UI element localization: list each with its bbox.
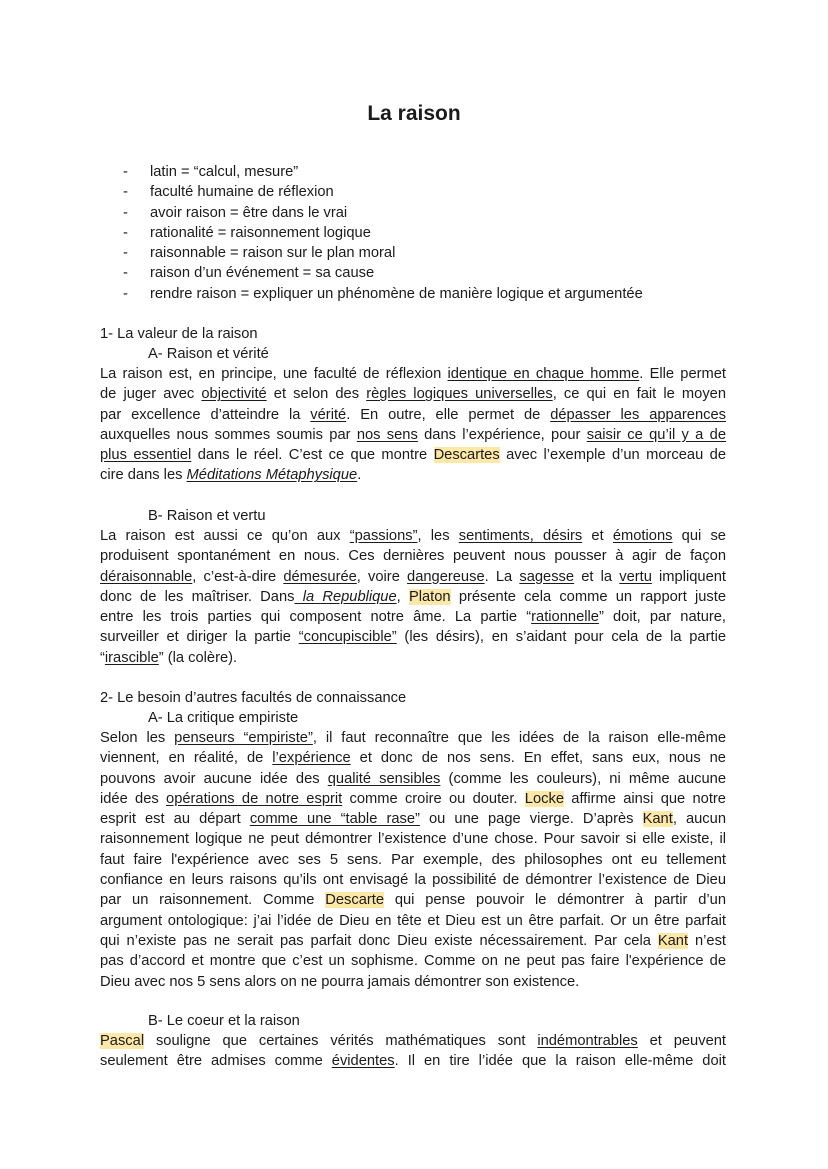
paragraph-raison-vertu [100, 526, 726, 668]
subsection-heading-1a: A- Raison et vérité [148, 346, 269, 362]
subsection-heading-2b: B- Le coeur et la raison [148, 1013, 300, 1029]
section-heading-2: 2- Le besoin d’autres facultés de connaissance [100, 690, 407, 706]
paragraph-critique-empiriste [100, 728, 726, 992]
list-item: - rationalité = raisonnement logique [123, 223, 643, 243]
text-line: esprit est au départ comme une “table rase” ou une page vierge. D’après Kant, aucun [100, 811, 726, 828]
paragraph-raison-verite [100, 364, 726, 486]
text-line: argument ontologique: j’ai l’idée de Dieu en tête et Dieu est un être parfait. Or un être parfait [100, 912, 726, 929]
text-line: “irascible” (la colère). [100, 649, 238, 666]
list-item: - latin = “calcul, mesure” [123, 162, 643, 182]
text-line: de juger avec objectivité et selon des règles logiques universelles, ce qui en fait le moyen [100, 386, 727, 403]
highlight-locke: Locke [524, 790, 564, 807]
text-line: viennent, en réalité, de l’expérience et donc de nos sens. En effet, sans eux, nous ne [100, 750, 726, 767]
text-line: entre les trois parties qui composent notre âme. La partie “rationnelle” doit, par nature, [100, 609, 726, 626]
text-line: faut faire l'expérience avec ses 5 sens. Par exemple, des philosophes ont eu tellement [100, 851, 726, 868]
text-line: donc de les maîtriser. Dans la Republique, Platon présente cela comme un rapport juste [100, 588, 727, 605]
text-line: pouvons avoir aucune idée des qualité sensibles (comme les couleurs), ni même aucune [100, 770, 727, 787]
subsection-heading-1b: B- Raison et vertu [148, 508, 266, 524]
list-item: - raison d’un événement = sa cause [123, 263, 643, 283]
highlight-platon: Platon [408, 588, 451, 605]
text-line: raisonnement logique ne peut démontrer l’existence d’une chose. Pour savoir si elle existe, il [100, 831, 726, 848]
text-line: cire dans les Méditations Métaphysique. [100, 467, 362, 484]
page-title: La raison [367, 102, 461, 125]
text-line: qui n’existe pas ne serait pas parfait donc Dieu existe nécessairement. Par cela Kant n’est [100, 932, 726, 949]
text-line: Dieu avec nos 5 sens alors on ne pourra jamais démontrer son existence. [100, 973, 580, 990]
text-line: La raison est, en principe, une faculté de réflexion identique en chaque homme. Elle permet [100, 366, 726, 382]
list-item: - avoir raison = être dans le vrai [123, 203, 643, 223]
highlight-descartes: Descartes [433, 447, 500, 464]
text-line: confiance en leurs raisons qu’ils ont envisagé la possibilité de démontrer l’existence de Dieu [100, 872, 726, 889]
text-line: idée des opérations de notre esprit comme croire ou douter. Locke affirme ainsi que notre [100, 790, 726, 807]
list-item: - rendre raison = expliquer un phénomène de manière logique et argumentée [123, 284, 643, 304]
highlight-pascal: Pascal [100, 1033, 145, 1049]
subsection-heading-2a: A- La critique empiriste [148, 710, 299, 726]
highlight-kant: Kant [642, 811, 673, 828]
text-line: La raison est aussi ce qu’on aux “passions”, les sentiments, désirs et émotions qui se [100, 528, 726, 544]
section-heading-1: 1- La valeur de la raison [100, 326, 258, 342]
definition-list [123, 162, 643, 304]
text-line: pas d’accord et montre que c’est un sophisme. Comme on ne peut pas faire l'expérience de [100, 953, 726, 970]
text-line: seulement être admises comme évidentes. Il en tire l’idée que la raison elle-même doit [100, 1053, 726, 1070]
list-item: - raisonnable = raison sur le plan moral [123, 243, 643, 263]
highlight-descarte: Descarte [325, 892, 385, 909]
highlight-kant: Kant [657, 932, 689, 949]
text-line: par excellence d’atteindre la vérité. En outre, elle permet de dépasser les apparences [100, 406, 726, 423]
text-line: plus essentiel dans le réel. C’est ce que montre Descartes avec l’exemple d’un morceau de [100, 447, 726, 464]
text-line: Pascal souligne que certaines vérités mathématiques sont indémontrables et peuvent [100, 1033, 726, 1049]
text-line: produisent spontanément en nous. Ces dernières peuvent nous pousser à agir de façon [100, 548, 726, 565]
text-line: surveiller et diriger la partie “concupiscible” (les désirs), en s’aidant pour cela de la partie [100, 629, 726, 646]
paragraph-coeur-raison [100, 1031, 726, 1072]
text-line: déraisonnable, c’est-à-dire démesurée, voire dangereuse. La sagesse et la vertu impliquent [100, 568, 726, 585]
text-line: auxquelles nous sommes soumis par nos sens dans l’expérience, pour saisir ce qu’il y a de [100, 426, 726, 443]
text-line: par un raisonnement. Comme Descarte qui pense pouvoir le démontrer à partir d’un [100, 892, 726, 909]
list-item: - faculté humaine de réflexion [123, 182, 643, 202]
text-line: Selon les penseurs “empiriste”, il faut reconnaître que les idées de la raison elle-même [100, 730, 726, 746]
